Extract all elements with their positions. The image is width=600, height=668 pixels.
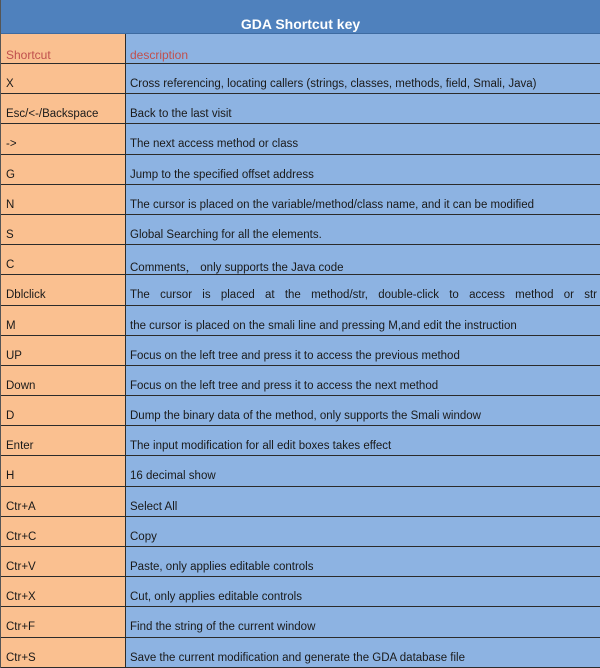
- shortcut-cell: X: [1, 64, 126, 93]
- shortcut-cell: Down: [1, 366, 126, 395]
- description-cell: The cursor is placed on the variable/method/class name, and it can be modified: [126, 185, 600, 214]
- description-cell: the cursor is placed on the smali line and pressing M,and edit the instruction: [126, 306, 600, 335]
- shortcut-cell: D: [1, 396, 126, 425]
- table-row: [1, 336, 600, 366]
- table-row: [1, 577, 600, 607]
- table-row: [1, 94, 600, 124]
- table-row: [1, 396, 600, 426]
- table-row: [1, 185, 600, 215]
- shortcut-cell: Dblclick: [1, 275, 126, 304]
- shortcut-cell: ->: [1, 124, 126, 153]
- table-row: [1, 517, 600, 547]
- column-header-description: description: [126, 34, 600, 63]
- table-row: [1, 487, 600, 517]
- table-row: [1, 366, 600, 396]
- shortcut-cell: S: [1, 215, 126, 244]
- table-row: [1, 306, 600, 336]
- table-row: [1, 275, 600, 305]
- table-title: GDA Shortcut key: [1, 0, 600, 34]
- description-cell: Comments， only supports the Java code: [126, 245, 600, 274]
- table-row: [1, 638, 600, 668]
- description-cell: [126, 275, 600, 304]
- description-cell: The input modification for all edit boxes takes effect: [126, 426, 600, 455]
- shortcut-cell: Ctr+C: [1, 517, 126, 546]
- description-cell: Find the string of the current window: [126, 607, 600, 636]
- shortcut-cell: Enter: [1, 426, 126, 455]
- description-cell: Copy: [126, 517, 600, 546]
- column-header-shortcut: Shortcut: [1, 34, 126, 63]
- table-row: [1, 607, 600, 637]
- shortcut-cell: UP: [1, 336, 126, 365]
- table-row: [1, 215, 600, 245]
- shortcut-cell: Ctr+S: [1, 638, 126, 667]
- description-cell: Global Searching for all the elements.: [126, 215, 600, 244]
- shortcut-cell: C: [1, 245, 126, 274]
- description-cell: Jump to the specified offset address: [126, 155, 600, 184]
- table-row: [1, 426, 600, 456]
- shortcut-cell: Ctr+F: [1, 607, 126, 636]
- description-cell: Select All: [126, 487, 600, 516]
- description-cell: Cut, only applies editable controls: [126, 577, 600, 606]
- table-row: [1, 245, 600, 275]
- shortcut-cell: Ctr+X: [1, 577, 126, 606]
- description-cell: Focus on the left tree and press it to access the next method: [126, 366, 600, 395]
- table-row: [1, 64, 600, 94]
- description-text: The cursor is placed at the method/str, double-click to access method or str: [130, 289, 597, 302]
- shortcut-cell: G: [1, 155, 126, 184]
- description-cell: Cross referencing, locating callers (strings, classes, methods, field, Smali, Java): [126, 64, 600, 93]
- table-row: [1, 155, 600, 185]
- table-row: [1, 124, 600, 154]
- description-cell: Focus on the left tree and press it to access the previous method: [126, 336, 600, 365]
- shortcut-cell: N: [1, 185, 126, 214]
- description-cell: Paste, only applies editable controls: [126, 547, 600, 576]
- description-cell: Back to the last visit: [126, 94, 600, 123]
- description-cell: Dump the binary data of the method, only supports the Smali window: [126, 396, 600, 425]
- shortcut-cell: M: [1, 306, 126, 335]
- table-header-row: [1, 34, 600, 64]
- description-cell: 16 decimal show: [126, 456, 600, 485]
- shortcut-cell: Ctr+A: [1, 487, 126, 516]
- shortcut-cell: Ctr+V: [1, 547, 126, 576]
- shortcut-cell: H: [1, 456, 126, 485]
- description-cell: The next access method or class: [126, 124, 600, 153]
- shortcut-cell: Esc/<-/Backspace: [1, 94, 126, 123]
- table-row: [1, 547, 600, 577]
- description-cell: Save the current modification and generate the GDA database file: [126, 638, 600, 667]
- table-row: [1, 456, 600, 486]
